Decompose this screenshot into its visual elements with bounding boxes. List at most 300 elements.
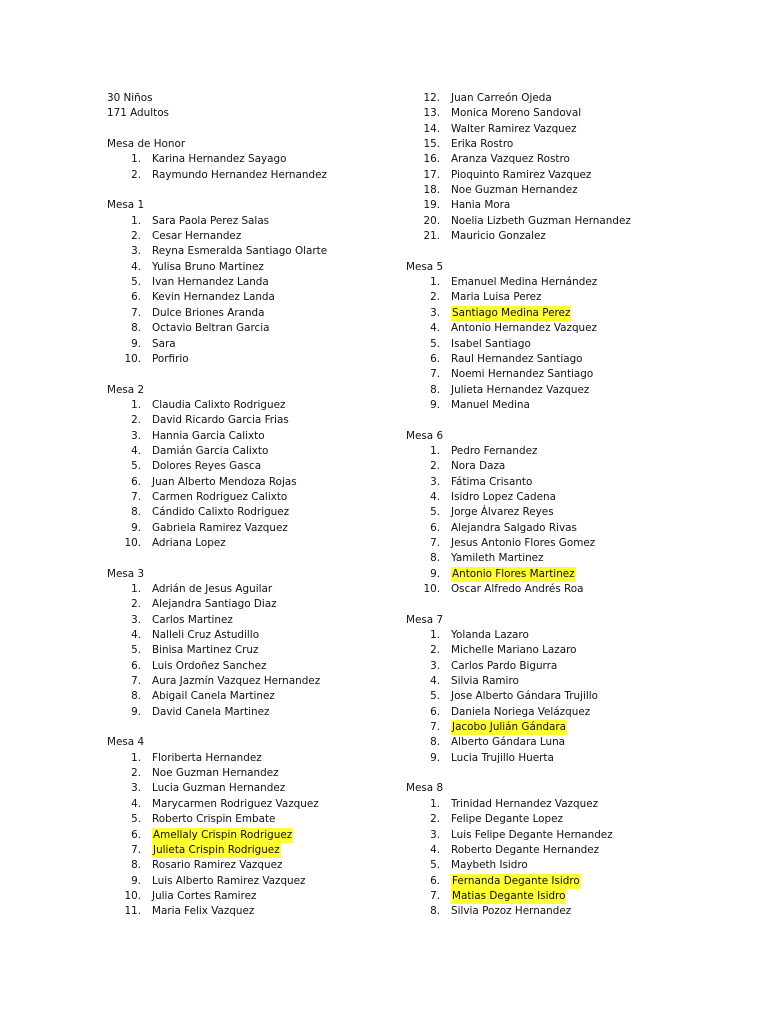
guest-name-highlighted: Jacobo Julián Gándara	[451, 720, 567, 735]
guest-list-item	[107, 689, 397, 704]
guest-list-item	[107, 444, 397, 459]
guest-number: 6.	[131, 475, 141, 488]
guest-number: 2.	[131, 598, 141, 611]
guest-name: Daniela Noriega Velázquez	[451, 705, 591, 718]
spacer	[406, 413, 736, 428]
guest-list-item	[107, 643, 397, 658]
guest-list-item	[406, 306, 736, 321]
guest-number: 10.	[124, 889, 141, 902]
guest-name: David Canela Martinez	[152, 705, 270, 718]
spacer	[406, 766, 736, 781]
table-title: Mesa 6	[406, 429, 444, 442]
guest-name: Nora Daza	[451, 460, 506, 473]
guest-name: Juan Alberto Mendoza Rojas	[152, 475, 297, 488]
guest-number: 7.	[131, 490, 141, 503]
guest-list-item	[107, 337, 397, 352]
guest-name: Walter Ramirez Vazquez	[451, 122, 577, 135]
guest-name: Jorge Álvarez Reyes	[451, 506, 554, 519]
guest-list-item	[406, 551, 736, 566]
guest-name: Noe Guzman Hernandez	[152, 767, 279, 780]
guest-number: 3.	[131, 245, 141, 258]
guest-number: 17.	[423, 168, 440, 181]
guest-list-item	[406, 321, 736, 336]
guest-number: 1.	[430, 444, 440, 457]
guest-number: 2.	[430, 291, 440, 304]
guest-name: Carmen Rodriguez Calixto	[152, 490, 288, 503]
guest-name: Noelia Lizbeth Guzman Hernandez	[451, 214, 631, 227]
guest-list-item	[406, 505, 736, 520]
guest-list-item	[107, 858, 397, 873]
guest-name: Alejandra Salgado Rivas	[451, 521, 577, 534]
guest-name: Maria Luisa Perez	[451, 291, 542, 304]
guest-name: Yulisa Bruno Martinez	[152, 260, 264, 273]
guest-name: Mauricio Gonzalez	[451, 230, 546, 243]
guest-number: 12.	[423, 92, 440, 104]
guest-number: 20.	[423, 214, 440, 227]
guest-number: 7.	[131, 843, 141, 856]
guest-name: Maybeth Isidro	[451, 859, 528, 872]
guest-number: 5.	[131, 460, 141, 473]
guest-number: 3.	[131, 782, 141, 795]
guest-number: 8.	[430, 736, 440, 749]
guest-name: Cesar Hernandez	[152, 230, 242, 243]
guest-list	[406, 444, 736, 597]
spacer	[107, 183, 397, 198]
table-group	[107, 383, 397, 552]
guest-number: 2.	[131, 230, 141, 243]
guest-number: 15.	[423, 138, 440, 151]
guest-name: Oscar Alfredo Andrés Roa	[451, 583, 584, 595]
guest-list-item	[406, 628, 736, 643]
guest-number: 6.	[131, 291, 141, 304]
guest-list-item	[107, 429, 397, 444]
guest-number: 3.	[131, 429, 141, 442]
guest-number: 9.	[131, 521, 141, 534]
guest-number: 9.	[430, 398, 440, 411]
guest-number: 9.	[131, 705, 141, 718]
guest-number: 9.	[131, 337, 141, 350]
guest-number: 9.	[430, 751, 440, 764]
guest-name: Pedro Fernandez	[451, 444, 538, 457]
guest-list-item	[107, 828, 397, 843]
guest-number: 1.	[131, 398, 141, 411]
guest-name: Michelle Mariano Lazaro	[451, 644, 577, 657]
guest-list-item	[107, 843, 397, 858]
guest-number: 3.	[430, 306, 440, 319]
guest-number: 7.	[430, 536, 440, 549]
spacer	[406, 597, 736, 612]
table-title: Mesa 8	[406, 782, 444, 795]
guest-list-item	[406, 475, 736, 490]
guest-number: 10.	[423, 583, 440, 595]
guest-list-item	[406, 444, 736, 459]
guest-number: 7.	[131, 306, 141, 319]
table-group	[406, 613, 736, 766]
guest-list-item	[107, 490, 397, 505]
guest-list-item	[107, 521, 397, 536]
guest-list-item	[406, 183, 736, 198]
guest-number: 5.	[430, 690, 440, 703]
guest-number: 6.	[131, 828, 141, 841]
guest-name-highlighted: Julieta Crispin Rodriguez	[152, 843, 281, 858]
left-column	[107, 91, 397, 920]
table-title: Mesa 2	[107, 383, 145, 396]
table-group	[107, 198, 397, 367]
guest-number: 10.	[124, 536, 141, 549]
guest-name: Lucia Trujillo Huerta	[451, 751, 554, 764]
guest-number: 4.	[430, 490, 440, 503]
guest-list-item	[107, 168, 397, 183]
guest-number: 5.	[131, 644, 141, 657]
guest-name: Carlos Martinez	[152, 613, 233, 626]
guest-name: Porfirio	[152, 352, 189, 365]
table-group	[406, 781, 736, 919]
guest-list-item	[406, 889, 736, 904]
guest-list-item	[406, 275, 736, 290]
guest-list-item	[107, 306, 397, 321]
guest-number: 6.	[430, 874, 440, 887]
guest-name: Silvia Ramiro	[451, 675, 519, 688]
guest-list-item	[406, 122, 736, 137]
guest-name: Binisa Martinez Cruz	[152, 644, 259, 657]
guest-list-item	[107, 459, 397, 474]
guest-list-item	[406, 367, 736, 382]
table-group	[107, 735, 397, 919]
guest-name: Damián Garcia Calixto	[152, 444, 269, 457]
left-table-groups	[107, 137, 397, 920]
guest-number: 4.	[131, 797, 141, 810]
guest-list	[107, 152, 397, 183]
guest-list	[406, 628, 736, 766]
guest-name: Hania Mora	[451, 199, 511, 212]
guest-number: 1.	[131, 751, 141, 764]
guest-list-item	[107, 398, 397, 413]
guest-number: 13.	[423, 107, 440, 120]
guest-number: 11.	[124, 905, 141, 918]
guest-number: 6.	[430, 352, 440, 365]
guest-number: 5.	[430, 859, 440, 872]
guest-list-item	[107, 475, 397, 490]
guest-name: Trinidad Hernandez Vazquez	[451, 797, 599, 810]
guest-number: 8.	[131, 322, 141, 335]
guest-list-item	[406, 797, 736, 812]
table-group	[406, 260, 736, 413]
guest-number: 18.	[423, 184, 440, 197]
guest-number: 7.	[430, 721, 440, 734]
guest-name: Lucia Guzman Hernandez	[152, 782, 286, 795]
guest-list	[406, 797, 736, 920]
guest-list-item	[406, 198, 736, 213]
guest-name: Aura Jazmín Vazquez Hernandez	[152, 675, 321, 688]
guest-list-item	[107, 705, 397, 720]
guest-list-item	[406, 643, 736, 658]
guest-number: 4.	[430, 322, 440, 335]
guest-list-item	[107, 505, 397, 520]
guest-name: Adriana Lopez	[152, 536, 226, 549]
guest-list-item	[107, 582, 397, 597]
guest-list-item	[107, 613, 397, 628]
table-title: Mesa 4	[107, 736, 145, 749]
guest-number: 4.	[430, 675, 440, 688]
guest-number: 8.	[430, 383, 440, 396]
guest-list-item	[406, 521, 736, 536]
guest-name: Aranza Vazquez Rostro	[451, 153, 570, 166]
guest-name: Raul Hernandez Santiago	[451, 352, 583, 365]
guest-number: 8.	[430, 905, 440, 918]
guest-name: Roberto Degante Hernandez	[451, 843, 600, 856]
table-group	[107, 567, 397, 720]
guest-name: Isabel Santiago	[451, 337, 531, 350]
guest-name-highlighted: Matias Degante Isidro	[451, 889, 566, 904]
guest-name: Octavio Beltran Garcia	[152, 322, 270, 335]
guest-number: 3.	[430, 475, 440, 488]
spacer	[107, 122, 397, 137]
guest-name: Juan Carreón Ojeda	[451, 92, 552, 104]
table-title: Mesa de Honor	[107, 138, 186, 151]
guest-name: Roberto Crispin Embate	[152, 813, 276, 826]
guest-name: Reyna Esmeralda Santiago Olarte	[152, 245, 328, 258]
guest-name: Hannia Garcia Calixto	[152, 429, 265, 442]
guest-name: Claudia Calixto Rodriguez	[152, 398, 286, 411]
guest-list-item	[107, 674, 397, 689]
guest-number: 21.	[423, 230, 440, 243]
guest-number: 1.	[430, 276, 440, 289]
guest-list-item	[107, 321, 397, 336]
guest-number: 2.	[430, 644, 440, 657]
guest-number: 3.	[430, 659, 440, 672]
guest-list-item	[107, 766, 397, 781]
guest-name: Luis Felipe Degante Hernandez	[451, 828, 613, 841]
guest-name: David Ricardo Garcia Frias	[152, 414, 289, 427]
guest-name: Jose Alberto Gándara Trujillo	[451, 690, 599, 703]
guest-list-item	[107, 751, 397, 766]
guest-name: Julia Cortes Ramirez	[152, 889, 257, 902]
guest-number: 4.	[131, 629, 141, 642]
guest-list-item	[406, 168, 736, 183]
guest-number: 1.	[430, 797, 440, 810]
guest-name: Emanuel Medina Hernández	[451, 276, 598, 289]
guest-list-item	[107, 214, 397, 229]
guest-number: 5.	[430, 506, 440, 519]
guest-number: 1.	[430, 629, 440, 642]
guest-list-item	[406, 874, 736, 889]
guest-number: 1.	[131, 153, 141, 166]
guest-list-item	[107, 152, 397, 167]
guest-list-item	[406, 705, 736, 720]
guest-number: 1.	[131, 214, 141, 227]
table-group	[406, 429, 736, 598]
guest-number: 8.	[131, 506, 141, 519]
guest-name: Ivan Hernandez Landa	[152, 276, 269, 289]
guest-list-item	[406, 582, 736, 597]
guest-number: 19.	[423, 199, 440, 212]
guest-number: 3.	[131, 613, 141, 626]
guest-number: 4.	[131, 444, 141, 457]
guest-list-item	[406, 214, 736, 229]
guest-name: Luis Ordoñez Sanchez	[152, 659, 267, 672]
guest-list-item	[406, 106, 736, 121]
guest-number: 2.	[430, 813, 440, 826]
guest-name: Monica Moreno Sandoval	[451, 107, 582, 120]
guest-name: Noe Guzman Hernandez	[451, 184, 578, 197]
guest-name: Silvia Pozoz Hernandez	[451, 905, 572, 918]
table-group	[107, 137, 397, 183]
guest-list-item	[107, 352, 397, 367]
guest-name: Rosario Ramirez Vazquez	[152, 859, 283, 872]
children-count: 30 Niños	[107, 92, 153, 104]
guest-name: Adrián de Jesus Aguilar	[152, 583, 273, 595]
table-title: Mesa 5	[406, 260, 444, 273]
guest-name: Abigail Canela Martinez	[152, 690, 275, 703]
guest-list-item	[107, 244, 397, 259]
guest-list-item	[107, 797, 397, 812]
spacer	[107, 551, 397, 566]
guest-name: Pioquinto Ramirez Vazquez	[451, 168, 592, 181]
guest-list-item	[406, 812, 736, 827]
guest-list-item	[406, 689, 736, 704]
guest-list-item	[406, 290, 736, 305]
guest-number: 9.	[430, 567, 440, 580]
guest-list-item	[406, 536, 736, 551]
guest-name-highlighted: Santiago Medina Perez	[451, 306, 571, 321]
guest-list	[107, 751, 397, 920]
guest-list-item	[107, 413, 397, 428]
adults-count: 171 Adultos	[107, 107, 169, 120]
guest-list-item	[107, 628, 397, 643]
guest-list-item	[406, 383, 736, 398]
table-title: Mesa 7	[406, 613, 444, 626]
guest-list-item	[107, 536, 397, 551]
guest-name: Gabriela Ramirez Vazquez	[152, 521, 288, 534]
guest-list-item	[107, 260, 397, 275]
guest-list-item	[107, 889, 397, 904]
guest-number: 8.	[131, 690, 141, 703]
guest-name: Antonio Hernandez Vazquez	[451, 322, 597, 335]
guest-name: Felipe Degante Lopez	[451, 813, 563, 826]
guest-name: Manuel Medina	[451, 398, 530, 411]
guest-list-item	[107, 659, 397, 674]
guest-number: 6.	[131, 659, 141, 672]
guest-name: Karina Hernandez Sayago	[152, 153, 287, 166]
guest-number: 4.	[430, 843, 440, 856]
guest-list-item	[107, 874, 397, 889]
guest-name-highlighted: Antonio Flores Martinez	[451, 567, 576, 582]
guest-number: 1.	[131, 583, 141, 595]
guest-number: 6.	[430, 521, 440, 534]
table-group	[406, 91, 736, 244]
guest-list-item	[406, 751, 736, 766]
guest-list-item	[406, 229, 736, 244]
table-title: Mesa 3	[107, 567, 145, 580]
spacer	[107, 720, 397, 735]
spacer	[406, 244, 736, 259]
guest-name: Kevin Hernandez Landa	[152, 291, 275, 304]
guest-number: 3.	[430, 828, 440, 841]
guest-list	[107, 214, 397, 367]
right-table-groups	[406, 91, 736, 920]
guest-number: 7.	[430, 889, 440, 902]
guest-number: 7.	[131, 675, 141, 688]
guest-name: Cándido Calixto Rodriguez	[152, 506, 290, 519]
guest-name: Carlos Pardo Bigurra	[451, 659, 558, 672]
guest-list-item	[107, 290, 397, 305]
guest-number: 5.	[131, 276, 141, 289]
guest-number: 2.	[430, 460, 440, 473]
guest-name: Luis Alberto Ramirez Vazquez	[152, 874, 306, 887]
guest-name: Isidro Lopez Cadena	[451, 490, 556, 503]
guest-name: Sara Paola Perez Salas	[152, 214, 270, 227]
guest-list-item	[406, 858, 736, 873]
guest-list	[406, 91, 736, 244]
guest-number: 8.	[430, 552, 440, 565]
guest-list	[107, 398, 397, 551]
guest-name: Yolanda Lazaro	[451, 629, 529, 642]
guest-number: 9.	[131, 874, 141, 887]
guest-name: Noemi Hernandez Santiago	[451, 368, 594, 381]
guest-number: 2.	[131, 168, 141, 181]
guest-name: Jesus Antonio Flores Gomez	[451, 536, 596, 549]
guest-name: Dulce Briones Aranda	[152, 306, 265, 319]
right-column	[406, 91, 736, 920]
guest-list-item	[406, 843, 736, 858]
guest-list-item	[107, 781, 397, 796]
guest-name: Yamileth Martinez	[451, 552, 544, 565]
guest-number: 16.	[423, 153, 440, 166]
guest-list-item	[107, 229, 397, 244]
guest-number: 7.	[430, 368, 440, 381]
guest-list-item	[406, 91, 736, 106]
guest-list-item	[406, 152, 736, 167]
guest-number: 10.	[124, 352, 141, 365]
guest-name: Floriberta Hernandez	[152, 751, 262, 764]
guest-list	[406, 275, 736, 413]
guest-name: Alberto Gándara Luna	[451, 736, 566, 749]
guest-list-item	[406, 352, 736, 367]
guest-list-item	[107, 904, 397, 919]
guest-list-item	[406, 735, 736, 750]
guest-name: Maria Felix Vazquez	[152, 905, 255, 918]
guest-name: Sara	[152, 337, 176, 350]
guest-list-item	[406, 398, 736, 413]
guest-list-item	[406, 720, 736, 735]
guest-list	[107, 582, 397, 720]
guest-list-item	[107, 812, 397, 827]
guest-number: 14.	[423, 122, 440, 135]
guest-number: 5.	[131, 813, 141, 826]
guest-number: 6.	[430, 705, 440, 718]
guest-list-item	[406, 659, 736, 674]
guest-list-item	[107, 597, 397, 612]
guest-list-item	[406, 459, 736, 474]
guest-list-item	[406, 137, 736, 152]
spacer	[107, 367, 397, 382]
guest-list-item	[406, 674, 736, 689]
table-title: Mesa 1	[107, 199, 145, 212]
guest-list-item	[406, 337, 736, 352]
guest-name: Nalleli Cruz Astudillo	[152, 629, 260, 642]
guest-name: Julieta Hernandez Vazquez	[451, 383, 590, 396]
guest-list-item	[406, 828, 736, 843]
guest-name-highlighted: Fernanda Degante Isidro	[451, 874, 581, 889]
guest-name: Alejandra Santiago Diaz	[152, 598, 277, 611]
guest-number: 2.	[131, 767, 141, 780]
guest-number: 2.	[131, 414, 141, 427]
guest-name: Dolores Reyes Gasca	[152, 460, 262, 473]
guest-number: 8.	[131, 859, 141, 872]
guest-name: Marycarmen Rodriguez Vazquez	[152, 797, 319, 810]
guest-list-item	[406, 567, 736, 582]
guest-name: Fátima Crisanto	[451, 475, 533, 488]
